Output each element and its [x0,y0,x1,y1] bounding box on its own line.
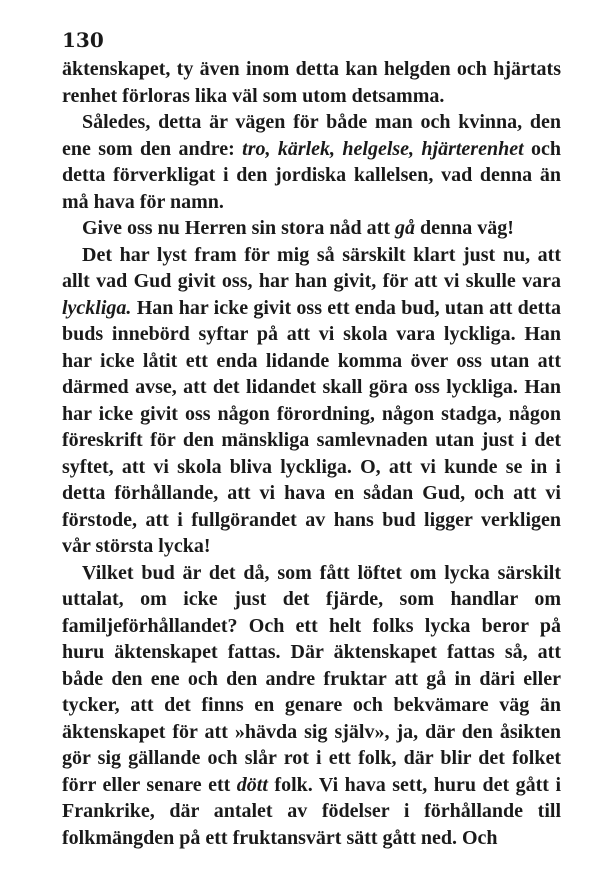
text-run: Vilket bud är det då, som fått löftet om lycka särskilt uttalat, om icke just det fjärde, som handlar om familjeförhållandet? Och ett helt folks lycka beror på huru äktenskapet fattas. Där äktenskapet fattas så, att både den ene och den andre fruktar att gå in däri eller tycker, att det finns en genare och bekvämare väg än äktenskapet för att »hävda sig själv», ja, där den åsikten gör sig gällande och slår rot i ett folk, där blir det folket förr eller senare ett [62,561,561,796]
emphasized-text: lyckliga. [62,296,132,319]
text-run: denna väg! [414,217,514,239]
emphasized-text: gå [394,217,415,239]
text-run: äktenskapet, ty även inom detta kan helgden och hjärtats renhet förloras lika väl som utom detsamma. [62,58,561,107]
paragraph [62,109,561,215]
page-number: 130 [62,28,104,52]
text-run: folk. Vi hava sett, huru det gått i Frankrike, där antalet av födelser i förhållande till folkmängden på ett fruktansvärt sätt gått ned. Och [62,773,562,849]
text-run: Således, detta är vägen för både man och kvinna, den ene som den andre: [62,111,561,160]
text-run: Give oss nu Herren sin stora nåd att [82,217,395,239]
text-run: Det har lyst fram för mig så särskilt klart just nu, att allt vad Gud givit oss, har han givit, för att vi skulle vara [62,243,561,292]
paragraph [62,242,561,560]
body-text [62,56,561,851]
paragraph [62,56,561,109]
paragraph [62,560,561,852]
emphasized-text: tro, kärlek, helgelse, hjärterenhet [242,137,524,160]
text-run: Han har icke givit oss ett enda bud, utan att detta buds innebörd syftar på att vi skola vara lyckliga. Han har icke låtit ett enda lidande komma över oss utan att därmed avse, att det lidandet skall göra oss lyckliga. Han har icke givit oss någon förordning, någon stadga, någon föreskrift för den mänskliga samlevnaden utan just i det syftet, att vi skola bliva lyckliga. O, att vi kunde se in i detta förhållande, att vi hava en sådan Gud, och att vi förstode, att i fullgörandet av hans bud ligger verkligen vår största lycka! [62,296,561,557]
text-run: och detta förverkligat i den jordiska kallelsen, vad denna än må hava för namn. [62,137,561,213]
emphasized-text: dött [236,773,268,796]
paragraph [62,215,561,242]
